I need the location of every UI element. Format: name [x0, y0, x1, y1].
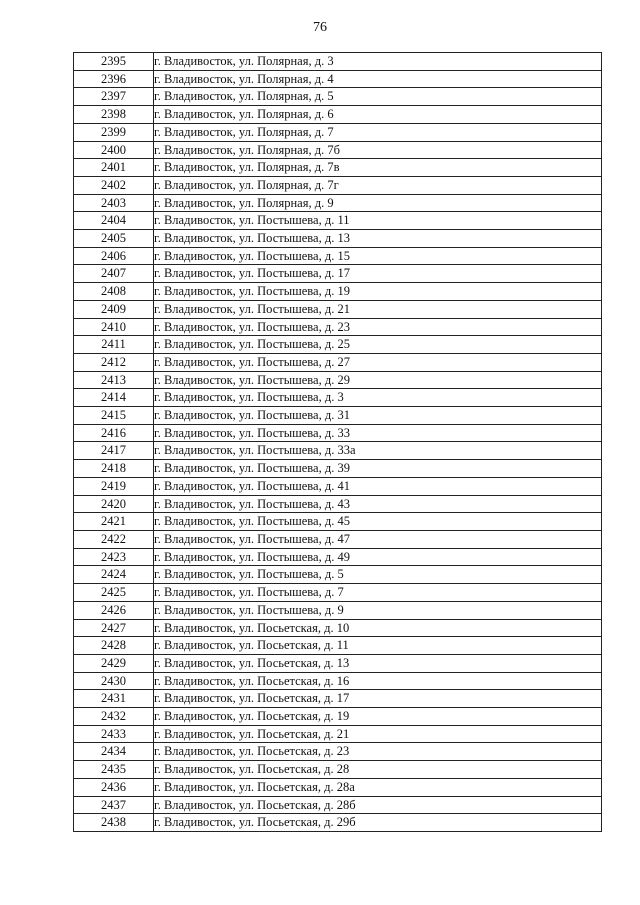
address-cell: г. Владивосток, ул. Посьетская, д. 17	[154, 690, 602, 708]
row-number: 2407	[74, 265, 154, 283]
table-row	[74, 814, 602, 832]
row-number: 2409	[74, 300, 154, 318]
table-row	[74, 336, 602, 354]
row-number: 2419	[74, 477, 154, 495]
address-cell: г. Владивосток, ул. Посьетская, д. 16	[154, 672, 602, 690]
address-cell: г. Владивосток, ул. Посьетская, д. 13	[154, 654, 602, 672]
address-cell: г. Владивосток, ул. Посьетская, д. 23	[154, 743, 602, 761]
row-number: 2422	[74, 530, 154, 548]
table-row	[74, 247, 602, 265]
table-row	[74, 477, 602, 495]
row-number: 2424	[74, 566, 154, 584]
address-cell: г. Владивосток, ул. Полярная, д. 7г	[154, 176, 602, 194]
address-cell: г. Владивосток, ул. Постышева, д. 19	[154, 283, 602, 301]
row-number: 2404	[74, 212, 154, 230]
address-cell: г. Владивосток, ул. Полярная, д. 7в	[154, 159, 602, 177]
table-row	[74, 389, 602, 407]
table-row	[74, 672, 602, 690]
row-number: 2408	[74, 283, 154, 301]
address-cell: г. Владивосток, ул. Посьетская, д. 28а	[154, 778, 602, 796]
table-row	[74, 230, 602, 248]
address-cell: г. Владивосток, ул. Полярная, д. 7	[154, 123, 602, 141]
address-cell: г. Владивосток, ул. Постышева, д. 49	[154, 548, 602, 566]
row-number: 2417	[74, 442, 154, 460]
row-number: 2401	[74, 159, 154, 177]
address-cell: г. Владивосток, ул. Постышева, д. 29	[154, 371, 602, 389]
row-number: 2402	[74, 176, 154, 194]
address-cell: г. Владивосток, ул. Постышева, д. 31	[154, 407, 602, 425]
address-cell: г. Владивосток, ул. Посьетская, д. 28б	[154, 796, 602, 814]
row-number: 2411	[74, 336, 154, 354]
table-row	[74, 212, 602, 230]
row-number: 2418	[74, 460, 154, 478]
row-number: 2436	[74, 778, 154, 796]
table-row	[74, 637, 602, 655]
table-row	[74, 725, 602, 743]
address-cell: г. Владивосток, ул. Полярная, д. 5	[154, 88, 602, 106]
table-row	[74, 424, 602, 442]
address-cell: г. Владивосток, ул. Постышева, д. 21	[154, 300, 602, 318]
row-number: 2397	[74, 88, 154, 106]
address-table	[73, 52, 602, 832]
table-row	[74, 300, 602, 318]
row-number: 2420	[74, 495, 154, 513]
table-row	[74, 796, 602, 814]
address-cell: г. Владивосток, ул. Постышева, д. 47	[154, 530, 602, 548]
row-number: 2406	[74, 247, 154, 265]
address-cell: г. Владивосток, ул. Посьетская, д. 11	[154, 637, 602, 655]
row-number: 2427	[74, 619, 154, 637]
table-row	[74, 619, 602, 637]
row-number: 2414	[74, 389, 154, 407]
address-cell: г. Владивосток, ул. Постышева, д. 23	[154, 318, 602, 336]
table-row	[74, 530, 602, 548]
table-row	[74, 70, 602, 88]
address-cell: г. Владивосток, ул. Постышева, д. 3	[154, 389, 602, 407]
table-row	[74, 708, 602, 726]
address-cell: г. Владивосток, ул. Полярная, д. 9	[154, 194, 602, 212]
page-number: 76	[313, 20, 327, 35]
address-cell: г. Владивосток, ул. Полярная, д. 4	[154, 70, 602, 88]
row-number: 2432	[74, 708, 154, 726]
address-cell: г. Владивосток, ул. Постышева, д. 45	[154, 513, 602, 531]
address-cell: г. Владивосток, ул. Полярная, д. 6	[154, 106, 602, 124]
row-number: 2395	[74, 53, 154, 71]
table-row	[74, 123, 602, 141]
table-row	[74, 690, 602, 708]
row-number: 2399	[74, 123, 154, 141]
row-number: 2398	[74, 106, 154, 124]
row-number: 2421	[74, 513, 154, 531]
address-cell: г. Владивосток, ул. Постышева, д. 43	[154, 495, 602, 513]
address-cell: г. Владивосток, ул. Постышева, д. 33	[154, 424, 602, 442]
row-number: 2433	[74, 725, 154, 743]
row-number: 2435	[74, 761, 154, 779]
table-row	[74, 176, 602, 194]
row-number: 2425	[74, 584, 154, 602]
table-row	[74, 743, 602, 761]
row-number: 2431	[74, 690, 154, 708]
address-cell: г. Владивосток, ул. Постышева, д. 39	[154, 460, 602, 478]
table-row	[74, 778, 602, 796]
row-number: 2400	[74, 141, 154, 159]
address-cell: г. Владивосток, ул. Постышева, д. 33а	[154, 442, 602, 460]
table-row	[74, 88, 602, 106]
table-row	[74, 654, 602, 672]
table-row	[74, 265, 602, 283]
address-cell: г. Владивосток, ул. Посьетская, д. 21	[154, 725, 602, 743]
table-row	[74, 371, 602, 389]
table-row	[74, 442, 602, 460]
table-row	[74, 548, 602, 566]
row-number: 2396	[74, 70, 154, 88]
row-number: 2415	[74, 407, 154, 425]
row-number: 2429	[74, 654, 154, 672]
row-number: 2428	[74, 637, 154, 655]
address-cell: г. Владивосток, ул. Постышева, д. 9	[154, 601, 602, 619]
row-number: 2437	[74, 796, 154, 814]
address-cell: г. Владивосток, ул. Постышева, д. 15	[154, 247, 602, 265]
address-cell: г. Владивосток, ул. Посьетская, д. 29б	[154, 814, 602, 832]
table-row	[74, 407, 602, 425]
address-cell: г. Владивосток, ул. Постышева, д. 17	[154, 265, 602, 283]
table-row	[74, 495, 602, 513]
address-cell: г. Владивосток, ул. Постышева, д. 11	[154, 212, 602, 230]
address-cell: г. Владивосток, ул. Постышева, д. 5	[154, 566, 602, 584]
table-row	[74, 584, 602, 602]
table-row	[74, 283, 602, 301]
row-number: 2423	[74, 548, 154, 566]
table-row	[74, 761, 602, 779]
row-number: 2426	[74, 601, 154, 619]
table-row	[74, 141, 602, 159]
row-number: 2410	[74, 318, 154, 336]
address-cell: г. Владивосток, ул. Постышева, д. 7	[154, 584, 602, 602]
address-cell: г. Владивосток, ул. Полярная, д. 3	[154, 53, 602, 71]
table-row	[74, 159, 602, 177]
address-cell: г. Владивосток, ул. Посьетская, д. 28	[154, 761, 602, 779]
address-cell: г. Владивосток, ул. Посьетская, д. 19	[154, 708, 602, 726]
table-row	[74, 194, 602, 212]
address-cell: г. Владивосток, ул. Посьетская, д. 10	[154, 619, 602, 637]
row-number: 2416	[74, 424, 154, 442]
table-row	[74, 106, 602, 124]
row-number: 2405	[74, 230, 154, 248]
table-row	[74, 318, 602, 336]
table-row	[74, 601, 602, 619]
row-number: 2434	[74, 743, 154, 761]
row-number: 2403	[74, 194, 154, 212]
row-number: 2438	[74, 814, 154, 832]
table-row	[74, 460, 602, 478]
row-number: 2413	[74, 371, 154, 389]
table-row	[74, 53, 602, 71]
address-cell: г. Владивосток, ул. Полярная, д. 7б	[154, 141, 602, 159]
row-number: 2430	[74, 672, 154, 690]
address-cell: г. Владивосток, ул. Постышева, д. 41	[154, 477, 602, 495]
address-table-body	[74, 53, 602, 832]
table-row	[74, 566, 602, 584]
address-cell: г. Владивосток, ул. Постышева, д. 27	[154, 353, 602, 371]
address-cell: г. Владивосток, ул. Постышева, д. 25	[154, 336, 602, 354]
table-row	[74, 513, 602, 531]
address-cell: г. Владивосток, ул. Постышева, д. 13	[154, 230, 602, 248]
row-number: 2412	[74, 353, 154, 371]
table-row	[74, 353, 602, 371]
